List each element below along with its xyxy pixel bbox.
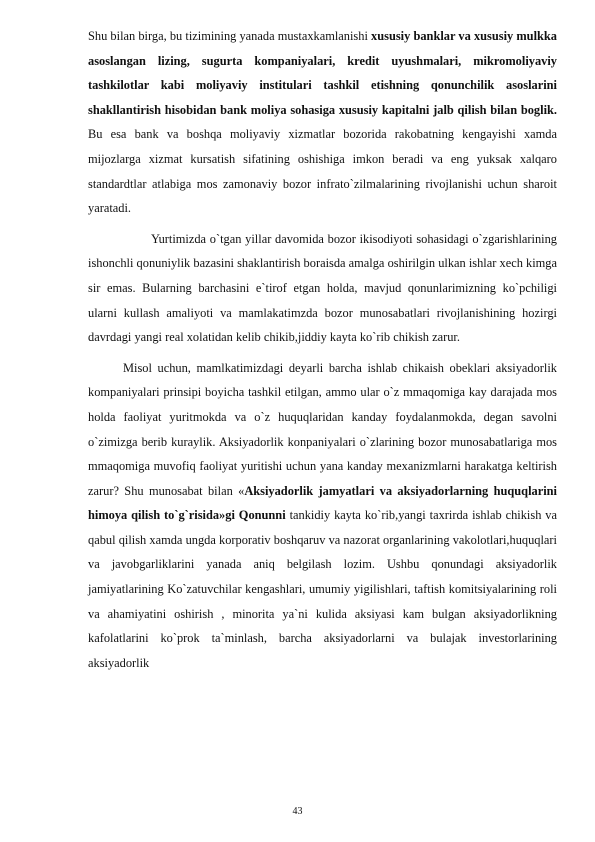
- page-number: 43: [292, 806, 303, 817]
- paragraph-1: [88, 24, 557, 221]
- paragraph-3: [88, 356, 557, 676]
- paragraph-1-conclusion: Bu esa bank va boshqa moliyaviy xizmatlar bozorida rakobatning kengayishi xamda mijozlarga xizmat kursatish sifatining oshishiga imkon beradi va eng yuksak xalqaro standardtlar atlabiga mos zamonaviy bozor infrato`zilmalarining rivojlanishi uchun sharoit yaratadi.: [88, 127, 557, 216]
- document-page: [88, 24, 557, 675]
- paragraph-1-bold-text: xususiy banklar va xususiy mulkka asoslangan lizing, sugurta kompaniyalari, kredit uyushmalari, mikromoliyaviy tashkilotlar kabi moliyaviy institulari tashkil etishning qonunchilik asoslarini shakllantirish hisobidan bank moliya sohasiga xususiy kapitalni jalb qilish bilan boglik.: [88, 29, 557, 117]
- paragraph-3-law-title: Aksiyadorlik jamyatlari va aksiyadorlarning huquqlarini himoya qilish to`g`risida»gi Qonunni: [88, 483, 557, 523]
- paragraph-1-intro: Shu bilan birga, bu tizimining yanada mustaxkamlanishi: [88, 29, 372, 43]
- paragraph-2: [88, 227, 557, 350]
- paragraph-3-intro: Misol uchun, mamlkatimizdagi deyarli barcha ishlab chikaish obeklari aksiyadorlik kompaniyalari prinsipi boyicha tashkil etilgan, ammo ular o`z mmaqomiga kay darajada mos holda faoliyat yuritmokda va o`z huquqlaridan kanday foydalanmokda, degan savolni o`zimizga berib kuraylik. Aksiyadorlik konpaniyalari o`zlarining bozor munosabatlariga mos mmaqomiga muvofiq faoliyat yuritishi uchun yana kanday mexanizmlarni harakatga keltirish zarur? Shu munosabat bilan «: [88, 360, 557, 498]
- paragraph-2-text: Yurtimizda o`tgan yillar davomida bozor ikisodiyoti sohasidagi o`zgarishlarining ishonchli qonuniylik bazasini shaklantirish boraisda amalga oshirilgin ulkan ishlar xech kimga sir emas. Bularning barchasini e`tirof etgan holda, mavjud qonunlarimizning ko`pchiligi ularni kullash amaliyoti va mamlakatimzda bozor munosabatlari rivojlanishining hozirgi davrdagi yangi real xolatidan kelib chikib,jiddiy kayta ko`rib chikish zarur.: [88, 231, 557, 345]
- paragraph-3-continuation: tankidiy kayta ko`rib,yangi taxrirda ishlab chikish va qabul qilish xamda ungda korporativ boshqaruv va nazorat organlarining vakolotlari,huquqlari va javobgarliklarini yanada aniq belgilash lozim. Ushbu qonundagi aksiyadorlik jamiyatlarining Ko`zatuvchilar kengashlari, umumiy yigilishlari, taftish komitsiyalarining roli va ahamiyatini oshirish , minorita ya`ni kulida aksiyasi kam bulgan aksiyadorlikning kafolatlarini ko`prok ta`minlash, barcha aksiyadorlarni va bulajak investorlarining aksiyadorlik: [88, 508, 557, 670]
